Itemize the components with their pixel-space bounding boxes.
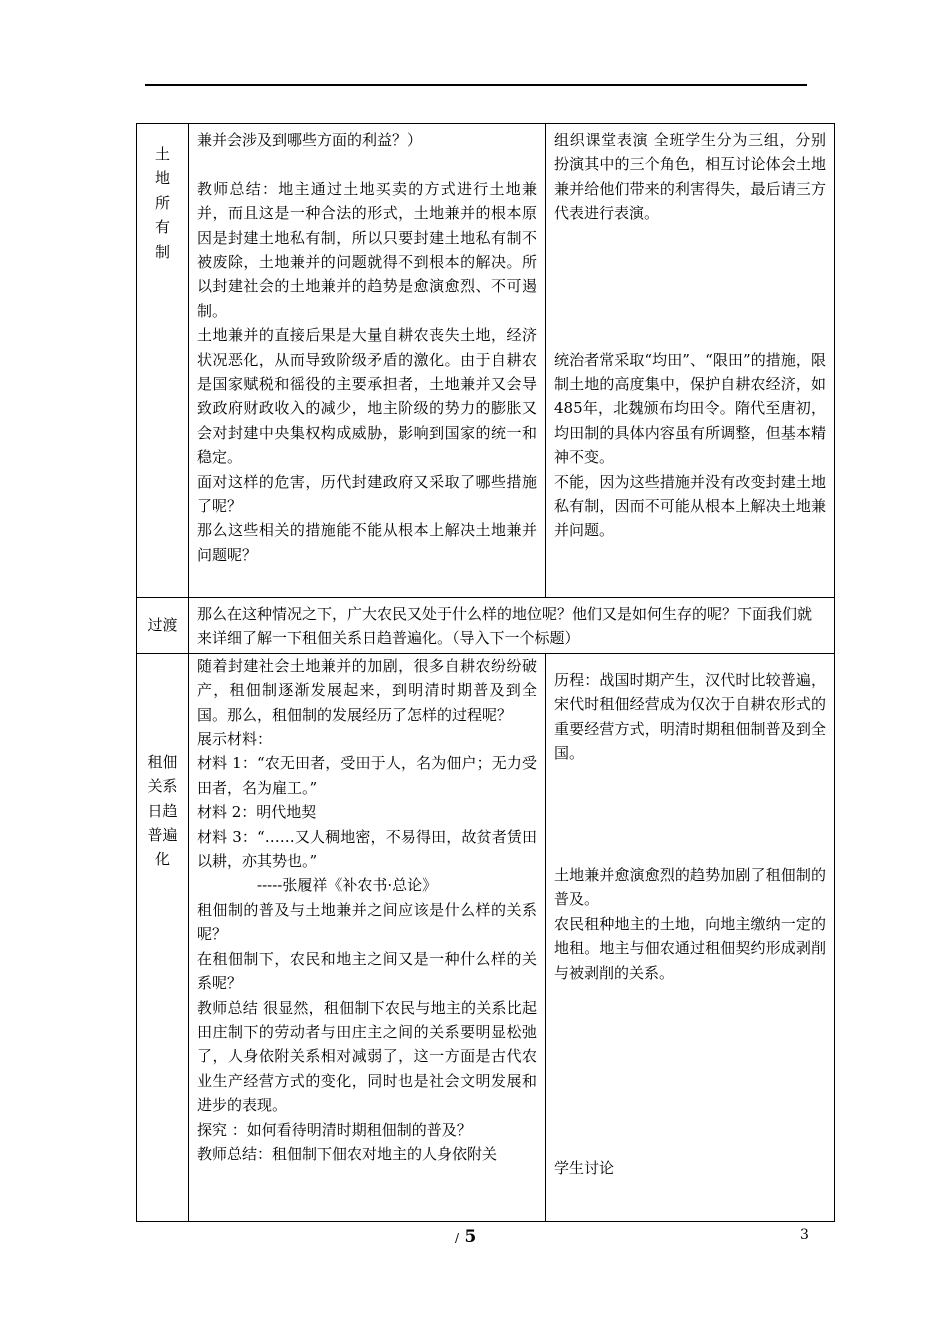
table-row-transition <box>137 598 835 654</box>
paragraph: 随着封建社会土地兼并的加剧，很多自耕农纷纷破产，租佃制逐渐发展起来，到明清时期普及到全国。那么，租佃制的发展经历了怎样的过程呢？ <box>197 656 537 724</box>
row-label-tenancy <box>137 653 189 1221</box>
paragraph: 展示材料： <box>197 730 273 749</box>
table-row-tenancy <box>137 653 835 1221</box>
teacher-activity-cell <box>189 124 546 598</box>
blank-line <box>554 1107 826 1131</box>
row-label-transition <box>137 598 189 654</box>
paragraph: 土地兼并的直接后果是大量自耕农丧失土地，经济状况恶化，从而导致阶级矛盾的激化。由于自耕农是国家赋税和徭役的主要承担者，土地兼并又会导致政府财政收入的减少，地主阶级的势力的膨胀又会对封建中央集权构成威胁，影响到国家的统一和稳定。 <box>197 326 537 467</box>
paragraph: 面对这样的危害，历代封建政府又采取了哪些措施了呢？ <box>197 472 537 516</box>
paragraph: 学生讨论 <box>554 1158 615 1177</box>
paragraph: 统治者常采取“均田”、“限田”的措施，限制土地的高度集中，保护自耕农经济，如485年，北魏颁布均田令。隋代至唐初，均田制的具体内容虽有所调整，但基本精神不变。 <box>554 350 826 467</box>
blank-line <box>554 790 826 814</box>
page-total-slash: / <box>455 1231 460 1245</box>
paragraph: 组织课堂表演 全班学生分为三组，分别扮演其中的三个角色，相互讨论体会土地兼并给他们带来的利害得失，最后请三方代表进行表演。 <box>554 131 826 223</box>
page-total <box>455 1227 476 1247</box>
row-label-text: 过渡 <box>147 616 178 635</box>
paragraph: 材料 1：“农无田者，受田于人，名为佃户；无力受田者，名为雇工。” <box>197 754 537 797</box>
paragraph: 教师总结：租佃制下佃农对地主的人身依附关 <box>197 1144 498 1163</box>
paragraph: 教师总结：地主通过土地买卖的方式进行土地兼并，而且这是一种合法的形式，土地兼并的根本原因是封建土地私有制，所以只要封建土地私有制不被废除，土地兼并的问题就得不到根本的解决。所以封建社会的土地兼并的趋势是愈演愈烈、不可遏制。 <box>197 179 537 320</box>
blank-line <box>554 1034 826 1058</box>
blank-line <box>554 839 826 863</box>
row-label-land-ownership <box>137 124 189 598</box>
page-number: 3 <box>800 1227 809 1243</box>
paragraph: 农民租种地主的土地，向地主缴纳一定的地租。地主与佃农通过租佃契约形成剥削与被剥削的关系。 <box>554 914 826 982</box>
transition-text-cell <box>189 598 835 654</box>
paragraph: 历程：战国时期产生，汉代时比较普遍，宋代时租佃经营成为仅次于自耕农形式的重要经营方式，明清时期租佃制普及到全国。 <box>554 670 826 763</box>
paragraph: 探究 ：如何看待明清时期租佃制的普及？ <box>197 1120 472 1139</box>
header-rule <box>145 84 807 86</box>
teacher-activity-cell <box>189 653 546 1221</box>
blank-line <box>554 226 826 250</box>
paragraph: 兼并会涉及到哪些方面的利益？） <box>197 131 423 149</box>
paragraph: 土地兼并愈演愈烈的趋势加剧了租佃制的普及。 <box>554 866 826 909</box>
paragraph: 材料 2：明代地契 <box>197 803 317 822</box>
blank-line <box>554 250 826 274</box>
table-row-land-ownership <box>137 124 835 598</box>
blank-line <box>554 1131 826 1155</box>
lesson-plan-table <box>136 123 835 1222</box>
blank-line <box>554 765 826 789</box>
blank-line <box>554 274 826 298</box>
blank-line <box>197 152 537 176</box>
paragraph: 不能，因为这些措施并没有改变封建土地私有制，因而不可能从根本上解决土地兼并问题。 <box>554 472 826 540</box>
paragraph: 那么在这种情况之下，广大农民又处于什么样的地位呢？他们又是如何生存的呢？下面我们就来详细了解一下租佃关系日趋普遍化。（导入下一个标题） <box>197 605 813 648</box>
paragraph: 在租佃制下，农民和地主之间又是一种什么样的关系呢？ <box>197 949 537 993</box>
blank-line <box>554 985 826 1009</box>
blank-line <box>554 1009 826 1033</box>
row-label-text: 租佃关系日趋普遍化 <box>147 752 178 869</box>
student-activity-cell <box>546 124 835 598</box>
paragraph: 租佃制的普及与土地兼并之间应该是什么样的关系呢？ <box>197 900 537 944</box>
blank-line <box>554 1058 826 1082</box>
paragraph: 材料 3：“……又人稠地密，不易得田，故贫者赁田以耕，亦其势也。” <box>197 827 537 871</box>
paragraph: 教师总结 很显然，租佃制下农民与地主的关系比起田庄制下的劳动者与田庄主之间的关系要明显松弛了，人身依附关系相对减弱了，这一方面是古代农业生产经营方式的变化，同时也是社会文明发展和进步的表现。 <box>197 998 537 1115</box>
blank-line <box>554 323 826 347</box>
source-attribution: -----张履祥《补农书·总论》 <box>257 876 438 895</box>
blank-line <box>554 1083 826 1107</box>
paragraph: 那么这些相关的措施能不能从根本上解决土地兼并问题呢？ <box>197 521 537 564</box>
blank-line <box>554 299 826 323</box>
page-total-number: 5 <box>464 1227 477 1247</box>
student-activity-cell <box>546 653 835 1221</box>
blank-line <box>554 814 826 838</box>
row-label-text: 土地所有制 <box>155 145 171 261</box>
